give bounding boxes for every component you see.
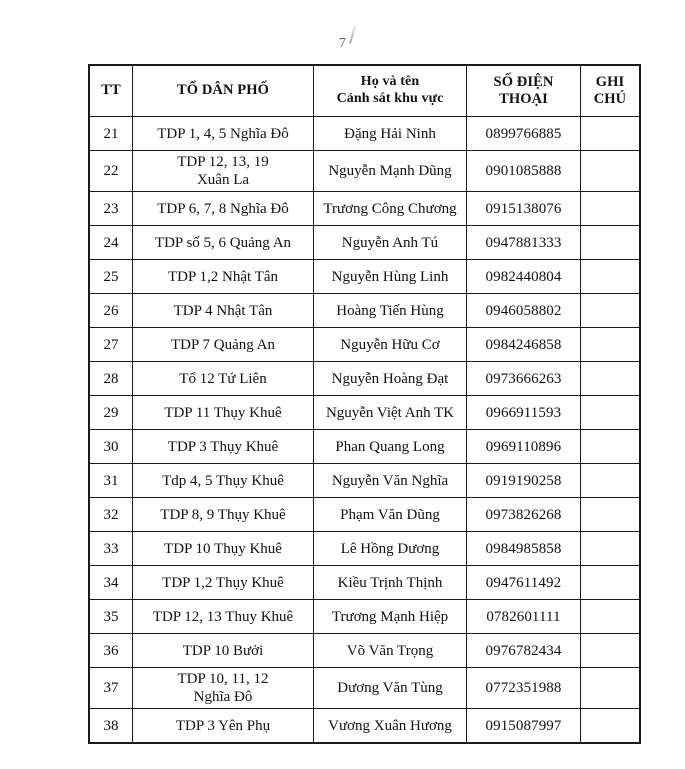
cell-name: Kiều Trịnh Thịnh [314, 566, 467, 600]
cell-name: Nguyễn Việt Anh TK [314, 396, 467, 430]
cell-to-dan-pho-line1: TDP 4 Nhật Tân [173, 302, 273, 319]
cell-name: Vương Xuân Hương [314, 709, 467, 743]
cell-to-dan-pho [133, 430, 314, 464]
table-row [90, 151, 640, 192]
cell-tt: 38 [90, 709, 133, 743]
table-row [90, 117, 640, 151]
cell-note [581, 498, 640, 532]
cell-phone: 0915138076 [467, 192, 581, 226]
cell-note [581, 294, 640, 328]
column-header-phone [467, 66, 581, 117]
table-row [90, 294, 640, 328]
cell-note [581, 532, 640, 566]
cell-to-dan-pho [133, 464, 314, 498]
cell-phone: 0973666263 [467, 362, 581, 396]
cell-name: Võ Văn Trọng [314, 634, 467, 668]
cell-to-dan-pho-line2: Xuân La [196, 172, 250, 188]
column-header-to-dan-pho [133, 66, 314, 117]
cell-name: Phạm Văn Dũng [314, 498, 467, 532]
cell-to-dan-pho [133, 600, 314, 634]
cell-to-dan-pho [133, 668, 314, 709]
column-header-phone-line1: SỐ ĐIỆN [493, 73, 554, 90]
cell-note [581, 566, 640, 600]
table-row [90, 260, 640, 294]
table-row [90, 498, 640, 532]
cell-phone: 0899766885 [467, 117, 581, 151]
cell-note [581, 396, 640, 430]
table-row [90, 668, 640, 709]
cell-tt: 24 [90, 226, 133, 260]
cell-to-dan-pho [133, 328, 314, 362]
cell-to-dan-pho-line1: TDP 11 Thụy Khuê [164, 404, 282, 421]
cell-to-dan-pho [133, 634, 314, 668]
table-row [90, 709, 640, 743]
column-header-note [581, 66, 640, 117]
cell-to-dan-pho [133, 362, 314, 396]
cell-phone: 0982440804 [467, 260, 581, 294]
cell-tt: 23 [90, 192, 133, 226]
cell-to-dan-pho-line1: TDP 1,2 Thụy Khuê [162, 574, 284, 591]
table-row [90, 328, 640, 362]
column-header-name-line2: Cảnh sát khu vực [336, 91, 444, 106]
cell-name: Dương Văn Tùng [314, 668, 467, 709]
cell-tt: 27 [90, 328, 133, 362]
cell-to-dan-pho [133, 151, 314, 192]
cell-to-dan-pho [133, 709, 314, 743]
cell-to-dan-pho-line1: TDP 10 Bưởi [182, 642, 264, 659]
cell-tt: 30 [90, 430, 133, 464]
cell-name: Đặng Hải Ninh [314, 117, 467, 151]
cell-name: Lê Hồng Dương [314, 532, 467, 566]
cell-name: Nguyễn Hữu Cơ [314, 328, 467, 362]
cell-phone: 0969110896 [467, 430, 581, 464]
cell-tt: 31 [90, 464, 133, 498]
cell-phone: 0976782434 [467, 634, 581, 668]
cell-to-dan-pho-line1: Tdp 4, 5 Thụy Khuê [162, 472, 284, 489]
cell-to-dan-pho-line1: TDP 6, 7, 8 Nghĩa Đô [157, 200, 289, 217]
table-body [90, 117, 640, 743]
cell-note [581, 192, 640, 226]
column-header-name-line1: Họ và tên [360, 74, 420, 90]
table-row [90, 464, 640, 498]
column-header-tt [90, 66, 133, 117]
cell-to-dan-pho [133, 498, 314, 532]
table-row [90, 566, 640, 600]
cell-to-dan-pho-line1: Tổ 12 Tứ Liên [179, 370, 267, 387]
cell-to-dan-pho-line1: TDP 12, 13 Thuy Khuê [152, 608, 294, 625]
column-header-tt-label: TT [101, 82, 121, 99]
cell-tt: 21 [90, 117, 133, 151]
table-row [90, 600, 640, 634]
column-header-phone-line2: THOẠI [499, 91, 548, 107]
page-number: 7 [338, 36, 347, 51]
cell-to-dan-pho-line1: TDP 12, 13, 19 [177, 154, 269, 170]
cell-tt: 25 [90, 260, 133, 294]
column-header-to-dan-pho-label: TỔ DÂN PHỐ [176, 82, 270, 99]
cell-phone: 0973826268 [467, 498, 581, 532]
cell-phone: 0947881333 [467, 226, 581, 260]
table-row [90, 396, 640, 430]
cell-to-dan-pho-line1: TDP 8, 9 Thụy Khuê [160, 506, 286, 523]
cell-tt: 26 [90, 294, 133, 328]
cell-to-dan-pho [133, 396, 314, 430]
cell-to-dan-pho [133, 294, 314, 328]
cell-to-dan-pho-line1: TDP 10 Thụy Khuê [164, 540, 282, 557]
cell-phone: 0915087997 [467, 709, 581, 743]
cell-phone: 0966911593 [467, 396, 581, 430]
cell-to-dan-pho-line1: TDP 3 Thụy Khuê [167, 438, 279, 455]
cell-note [581, 226, 640, 260]
cell-tt: 28 [90, 362, 133, 396]
cell-phone: 0901085888 [467, 151, 581, 192]
column-header-name [314, 66, 467, 117]
page-header [0, 34, 685, 60]
cell-note [581, 260, 640, 294]
cell-tt: 22 [90, 151, 133, 192]
table-row [90, 192, 640, 226]
cell-tt: 32 [90, 498, 133, 532]
cell-tt: 36 [90, 634, 133, 668]
cell-to-dan-pho-line1: TDP 3 Yên Phụ [175, 717, 271, 734]
cell-to-dan-pho-line2: Nghĩa Đô [193, 689, 253, 705]
cell-phone: 0919190258 [467, 464, 581, 498]
cell-phone: 0984985858 [467, 532, 581, 566]
cell-to-dan-pho-line1: TDP 1,2 Nhật Tân [168, 268, 278, 285]
cell-tt: 29 [90, 396, 133, 430]
cell-phone: 0947611492 [467, 566, 581, 600]
cell-to-dan-pho-line1: TDP 7 Quảng An [170, 336, 276, 353]
cell-name: Nguyễn Mạnh Dũng [314, 151, 467, 192]
cell-note [581, 668, 640, 709]
cell-name: Nguyễn Văn Nghĩa [314, 464, 467, 498]
cell-to-dan-pho [133, 532, 314, 566]
cell-note [581, 328, 640, 362]
table-row [90, 634, 640, 668]
table-header-row [90, 66, 640, 117]
table-row [90, 430, 640, 464]
cell-name: Trương Mạnh Hiệp [314, 600, 467, 634]
cell-name: Nguyễn Hùng Linh [314, 260, 467, 294]
cell-to-dan-pho-line1: TDP 1, 4, 5 Nghĩa Đô [157, 125, 289, 142]
column-header-note-line2: CHÚ [593, 91, 627, 107]
cell-note [581, 430, 640, 464]
cell-phone: 0772351988 [467, 668, 581, 709]
cell-note [581, 600, 640, 634]
column-header-note-line1: GHI [595, 73, 625, 90]
cell-tt: 37 [90, 668, 133, 709]
cell-note [581, 117, 640, 151]
cell-phone: 0984246858 [467, 328, 581, 362]
cell-name: Trương Công Chương [314, 192, 467, 226]
cell-phone: 0782601111 [467, 600, 581, 634]
cell-to-dan-pho-line1: TDP số 5, 6 Quảng An [154, 234, 292, 251]
cell-to-dan-pho [133, 192, 314, 226]
cell-to-dan-pho-line1: TDP 10, 11, 12 [177, 671, 269, 687]
cell-note [581, 634, 640, 668]
cell-name: Nguyễn Anh Tú [314, 226, 467, 260]
cell-to-dan-pho [133, 226, 314, 260]
cell-to-dan-pho [133, 260, 314, 294]
cell-note [581, 362, 640, 396]
table-row [90, 532, 640, 566]
cell-name: Phan Quang Long [314, 430, 467, 464]
cell-tt: 33 [90, 532, 133, 566]
cell-name: Nguyễn Hoàng Đạt [314, 362, 467, 396]
cell-name: Hoàng Tiến Hùng [314, 294, 467, 328]
table-row [90, 226, 640, 260]
cell-note [581, 464, 640, 498]
roster-table [89, 65, 640, 743]
cell-phone: 0946058802 [467, 294, 581, 328]
table-row [90, 362, 640, 396]
roster-table-container [89, 65, 639, 743]
cell-to-dan-pho [133, 117, 314, 151]
cell-tt: 34 [90, 566, 133, 600]
cell-tt: 35 [90, 600, 133, 634]
cell-note [581, 709, 640, 743]
cell-note [581, 151, 640, 192]
cell-to-dan-pho [133, 566, 314, 600]
table-header [90, 66, 640, 117]
